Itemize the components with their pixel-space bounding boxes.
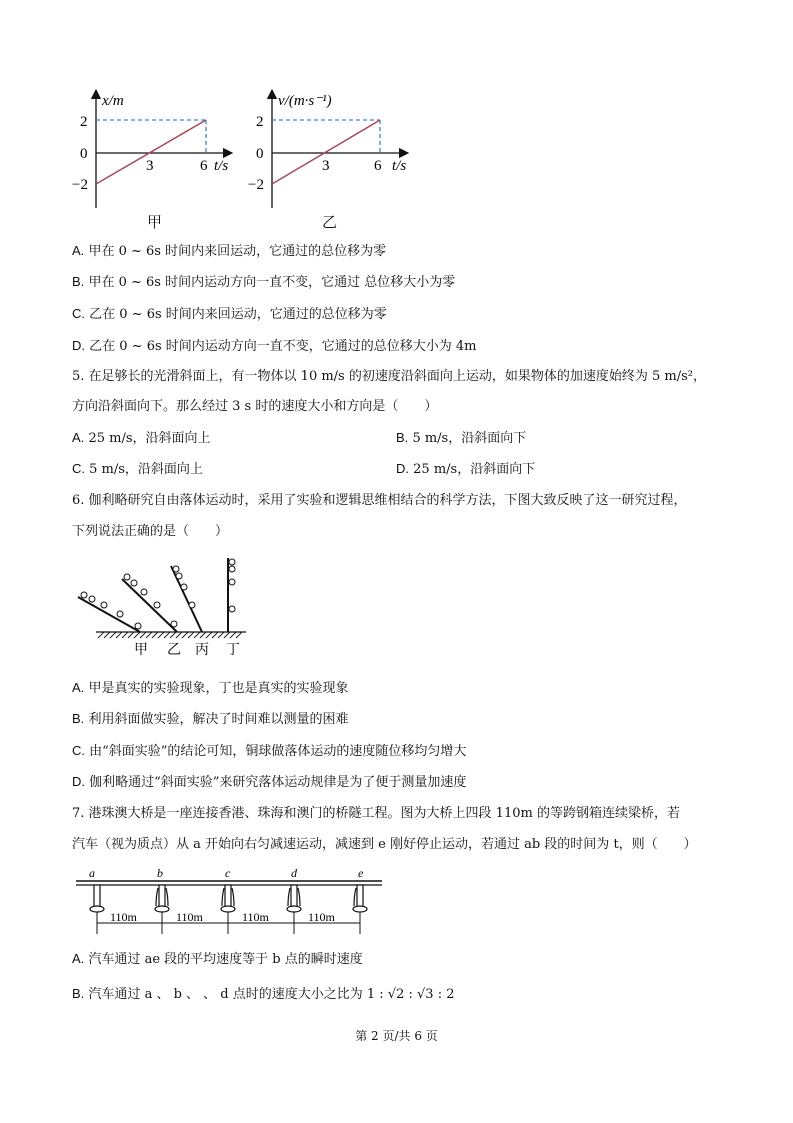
q6-option-b: B. 利用斜面做实验，解决了时间难以测量的困难: [72, 711, 349, 727]
q5-option-a: A. 25 m/s，沿斜面向上: [72, 430, 211, 446]
q4-option-c: C. 乙在 0 ~ 6s 时间内来回运动，它通过的总位移为零: [72, 306, 387, 322]
tick-y-2: 2: [80, 114, 88, 130]
graph-x-t: [72, 88, 248, 213]
q7-stem-line2: 汽车（视为质点）从 a 开始向右匀减速运动，减速到 e 刚好停止运动，若通过 ab 段的时间为 t，则（ ）: [72, 837, 697, 852]
tick-y-neg2: −2: [248, 177, 264, 193]
q5-option-b: B. 5 m/s，沿斜面向下: [396, 430, 527, 446]
span-label-3: 110m: [242, 910, 269, 924]
point-d: d: [291, 866, 297, 880]
point-a: a: [89, 866, 95, 880]
q6-option-a: A. 甲是真实的实验现象，丁也是真实的实验现象: [72, 680, 349, 696]
tick-y-2: 2: [256, 114, 264, 130]
x-label: t/s: [392, 158, 407, 174]
q4-option-b: B. 甲在 0 ~ 6s 时间内运动方向一直不变，它通过 总位移大小为零: [72, 274, 456, 290]
x-label: t/s: [214, 158, 229, 174]
galileo-incline-figure: [74, 554, 254, 659]
incline-yi-balls: [124, 574, 177, 627]
graph-caption-yi: 乙: [322, 213, 338, 231]
incline-jia-balls: [81, 592, 141, 629]
tick-x-6: 6: [374, 158, 382, 174]
q7-option-b: B. 汽车通过 a 、 b 、 、 d 点时的速度大小之比为 1 : √2 : √3 : 2: [72, 986, 455, 1002]
point-b: b: [157, 866, 163, 880]
span-label-2: 110m: [176, 910, 203, 924]
q6-option-d: D. 伽利略通过“斜面实验”来研究落体运动规律是为了便于测量加速度: [72, 774, 467, 790]
data-line: [272, 120, 380, 184]
data-line: [96, 120, 206, 184]
q5-option-c: C. 5 m/s，沿斜面向上: [72, 461, 203, 477]
point-e: e: [358, 866, 364, 880]
q5-stem-line1: 5. 在足够长的光滑斜面上，有一物体以 10 m/s 的初速度沿斜面向上运动，如果物体的加速度始终为 5 m/s²，: [72, 369, 706, 384]
q7-option-a: A. 汽车通过 ae 段的平均速度等于 b 点的瞬时速度: [72, 951, 363, 967]
q6-stem-line2: 下列说法正确的是（ ）: [72, 524, 229, 539]
span-label-1: 110m: [110, 910, 137, 924]
incline-ding-balls: [229, 559, 235, 612]
q7-stem-line1: 7. 港珠澳大桥是一座连接香港、珠海和澳门的桥隧工程。图为大桥上四段 110m 的等跨钢箱连续梁桥，若: [72, 806, 680, 821]
q4-option-d: D. 乙在 0 ~ 6s 时间内运动方向一直不变，它通过的总位移大小为 4m: [72, 338, 477, 354]
span-label-4: 110m: [308, 910, 335, 924]
ground-hatching: [98, 632, 242, 638]
tick-x-3: 3: [322, 158, 330, 174]
label-bing: 丙: [195, 643, 209, 658]
q6-option-c: C. 由“斜面实验”的结论可知，铜球做落体运动的速度随位移均匀增大: [72, 743, 467, 759]
point-c: c: [225, 866, 231, 880]
q6-stem-line1: 6. 伽利略研究自由落体运动时，采用了实验和逻辑思维相结合的科学方法，下图大致反映了这一研究过程，: [72, 493, 687, 508]
bridge-piers: [90, 885, 367, 912]
q5-option-d: D. 25 m/s，沿斜面向下: [396, 461, 536, 477]
y-label: v/(m·s⁻¹): [278, 93, 332, 109]
graph-caption-jia: 甲: [147, 213, 163, 231]
bridge-figure: [74, 866, 384, 938]
page-footer: 第 2 页/共 6 页: [355, 1029, 438, 1043]
incline-jia: [78, 597, 140, 632]
label-yi: 乙: [167, 643, 181, 658]
q5-stem-line2: 方向沿斜面向下。那么经过 3 s 时的速度大小和方向是（ ）: [72, 399, 438, 414]
label-ding: 丁: [226, 643, 240, 658]
q4-option-a: A. 甲在 0 ~ 6s 时间内来回运动，它通过的总位移为零: [72, 243, 387, 259]
tick-y-0: 0: [256, 146, 264, 162]
graph-v-t: [248, 88, 429, 213]
y-label: x/m: [102, 93, 124, 109]
tick-x-6: 6: [200, 158, 208, 174]
tick-x-3: 3: [146, 158, 154, 174]
tick-y-neg2: −2: [72, 177, 88, 193]
label-jia: 甲: [134, 643, 148, 658]
incline-yi: [122, 579, 177, 632]
incline-bing-balls: [173, 566, 195, 608]
tick-y-0: 0: [80, 146, 88, 162]
